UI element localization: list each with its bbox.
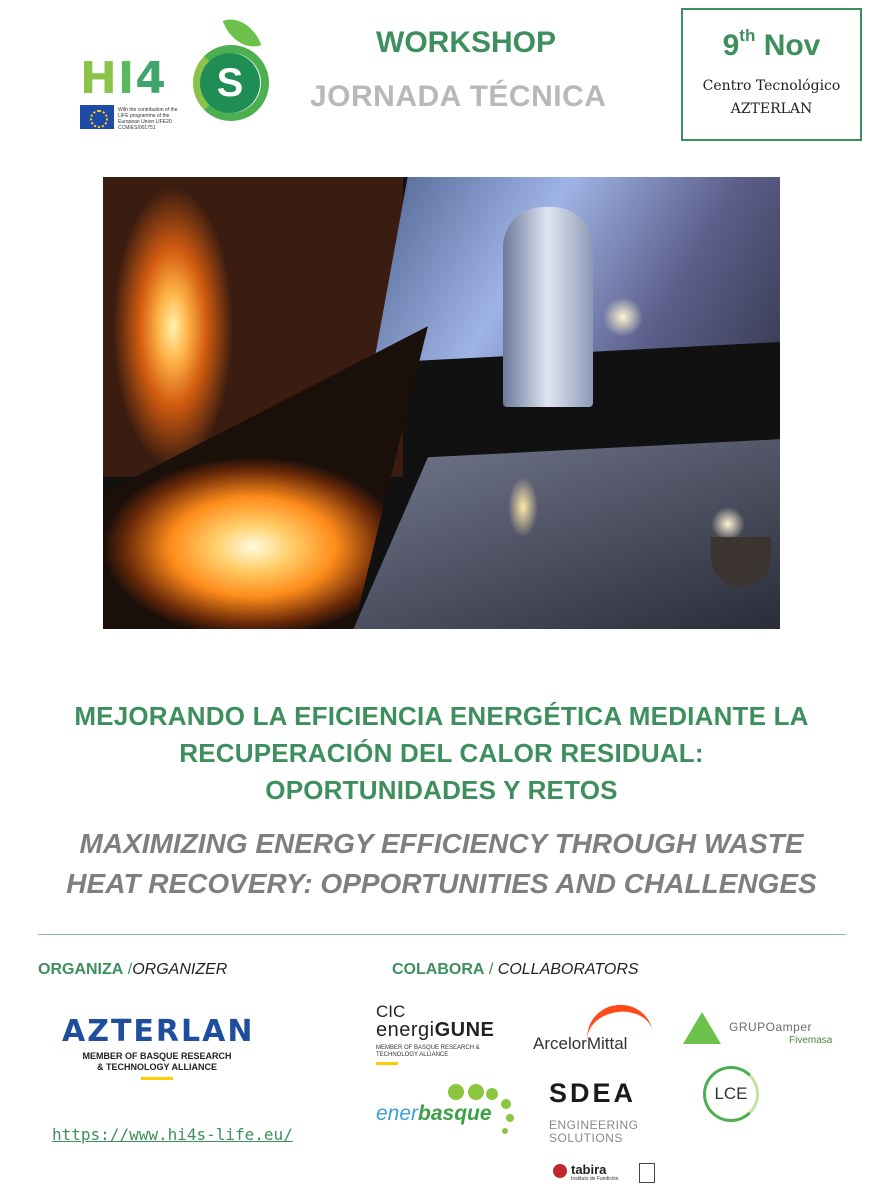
foundry-glow bbox=[508, 477, 538, 537]
industrial-photo-collage bbox=[103, 177, 780, 629]
date-box bbox=[681, 8, 862, 141]
enerbasque-dot bbox=[502, 1128, 508, 1134]
hi4s-s-letter: S bbox=[200, 53, 260, 113]
spanish-title: MEJORANDO LA EFICIENCIA ENERGÉTICA MEDIANTE LA RECUPERACIÓN DEL CALOR RESIDUAL: OPORTUNIDADES Y RETOS bbox=[74, 701, 809, 805]
hi4s-letters: HI4 bbox=[80, 53, 167, 104]
azterlan-logo: AZTERLAN MEMBER OF BASQUE RESEARCH & TECHNOLOGY ALLIANCE bbox=[62, 1014, 252, 1080]
divider bbox=[38, 934, 846, 935]
workshop-title: WORKSHOP bbox=[376, 26, 556, 59]
collaborators-label: COLABORA / COLLABORATORS bbox=[392, 961, 639, 978]
organizer-label: ORGANIZA /ORGANIZER bbox=[38, 961, 228, 978]
eu-flag-icon bbox=[80, 105, 114, 129]
website-link[interactable]: https://www.hi4s-life.eu/ bbox=[52, 1125, 293, 1144]
lce-logo bbox=[703, 1066, 759, 1122]
eu-contribution-text: With the contribution of the LIFE programme of the European Union LIFE20 CCM/ES/001751 bbox=[118, 107, 178, 131]
enerbasque-dot bbox=[486, 1088, 498, 1100]
tabira-dot-icon bbox=[553, 1164, 567, 1178]
hi4s-logo bbox=[80, 15, 275, 135]
grupoamper-triangle-icon bbox=[683, 1012, 721, 1044]
lce-circle-icon: LCE bbox=[714, 1084, 748, 1103]
cic-energigune-logo: CIC energiGUNE MEMBER OF BASQUE RESEARCH & TECHNOLOGY ALLIANCE bbox=[376, 1003, 516, 1065]
tabira-crest-icon bbox=[639, 1163, 655, 1183]
azterlan-bar bbox=[141, 1077, 173, 1080]
sdea-logo: SDEA ENGINEERING SOLUTIONS bbox=[549, 1078, 639, 1145]
enerbasque-dot bbox=[468, 1084, 484, 1100]
plant-tank bbox=[503, 207, 593, 407]
foundry-light bbox=[711, 507, 745, 541]
jornada-subtitle: JORNADA TÉCNICA bbox=[310, 80, 607, 113]
cic-bar bbox=[376, 1062, 398, 1065]
enerbasque-logo: enerbasque bbox=[376, 1082, 526, 1142]
event-date: 9th Nov bbox=[722, 26, 821, 62]
enerbasque-dot bbox=[506, 1114, 514, 1122]
english-title: MAXIMIZING ENERGY EFFICIENCY THROUGH WASTE HEAT RECOVERY: OPPORTUNITIES AND CHALLENGES bbox=[66, 828, 817, 899]
plant-light bbox=[603, 297, 643, 337]
enerbasque-dot bbox=[501, 1099, 511, 1109]
enerbasque-dots-icon bbox=[448, 1084, 464, 1100]
event-place: Centro Tecnológico AZTERLAN bbox=[702, 78, 841, 117]
